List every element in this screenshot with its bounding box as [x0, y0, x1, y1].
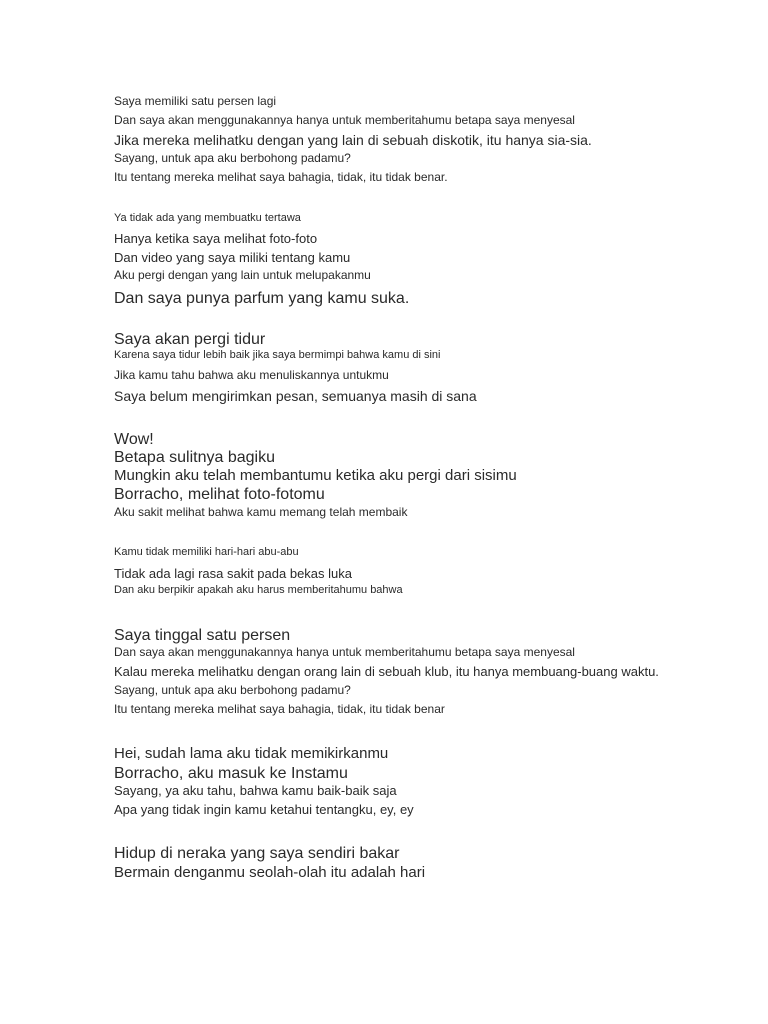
lyric-line: Jika mereka melihatku dengan yang lain di sebuah diskotik, itu hanya sia-sia. [114, 132, 592, 148]
lyric-line: Saya akan pergi tidur [114, 331, 266, 348]
lyric-line: Kalau mereka melihatku dengan orang lain di sebuah klub, itu hanya membuang-buang waktu. [114, 664, 659, 679]
lyric-line: Kamu tidak memiliki hari-hari abu-abu [114, 546, 299, 558]
lyric-line: Mungkin aku telah membantumu ketika aku pergi dari sisimu [114, 467, 517, 484]
lyric-line: Dan saya akan menggunakannya hanya untuk memberitahumu betapa saya menyesal [114, 113, 575, 127]
lyric-line: Karena saya tidur lebih baik jika saya bermimpi bahwa kamu di sini [114, 349, 441, 361]
lyric-line: Saya tinggal satu persen [114, 627, 291, 644]
lyric-line: Hidup di neraka yang saya sendiri bakar [114, 845, 400, 862]
lyric-line: Betapa sulitnya bagiku [114, 449, 275, 466]
lyric-line: Itu tentang mereka melihat saya bahagia, tidak, itu tidak benar. [114, 170, 448, 184]
lyric-line: Dan aku berpikir apakah aku harus memberitahumu bahwa [114, 584, 403, 596]
lyric-line: Dan video yang saya miliki tentang kamu [114, 250, 351, 265]
lyric-line: Sayang, untuk apa aku berbohong padamu? [114, 683, 351, 697]
lyric-line: Bermain denganmu seolah-olah itu adalah hari [114, 864, 426, 881]
lyric-line: Sayang, ya aku tahu, bahwa kamu baik-baik saja [114, 783, 397, 798]
lyric-line: Borracho, melihat foto-fotomu [114, 486, 325, 503]
lyric-line: Tidak ada lagi rasa sakit pada bekas luka [114, 566, 352, 581]
lyric-line: Hanya ketika saya melihat foto-foto [114, 231, 318, 246]
lyric-line: Hei, sudah lama aku tidak memikirkanmu [114, 745, 389, 762]
lyric-line: Saya memiliki satu persen lagi [114, 94, 277, 108]
lyric-line: Sayang, untuk apa aku berbohong padamu? [114, 151, 351, 165]
lyric-line: Jika kamu tahu bahwa aku menuliskannya untukmu [114, 368, 389, 382]
lyric-line: Borracho, aku masuk ke Instamu [114, 765, 348, 782]
lyric-line: Dan saya akan menggunakannya hanya untuk memberitahumu betapa saya menyesal [114, 645, 575, 659]
lyric-line: Aku pergi dengan yang lain untuk melupakanmu [114, 268, 371, 282]
lyric-line: Dan saya punya parfum yang kamu suka. [114, 290, 410, 307]
lyric-line: Itu tentang mereka melihat saya bahagia, tidak, itu tidak benar [114, 702, 445, 716]
lyric-line: Wow! [114, 431, 154, 448]
lyric-line: Apa yang tidak ingin kamu ketahui tentangku, ey, ey [114, 802, 414, 817]
lyric-line: Aku sakit melihat bahwa kamu memang telah membaik [114, 505, 408, 519]
lyric-line: Saya belum mengirimkan pesan, semuanya masih di sana [114, 388, 477, 404]
lyric-line: Ya tidak ada yang membuatku tertawa [114, 212, 301, 224]
